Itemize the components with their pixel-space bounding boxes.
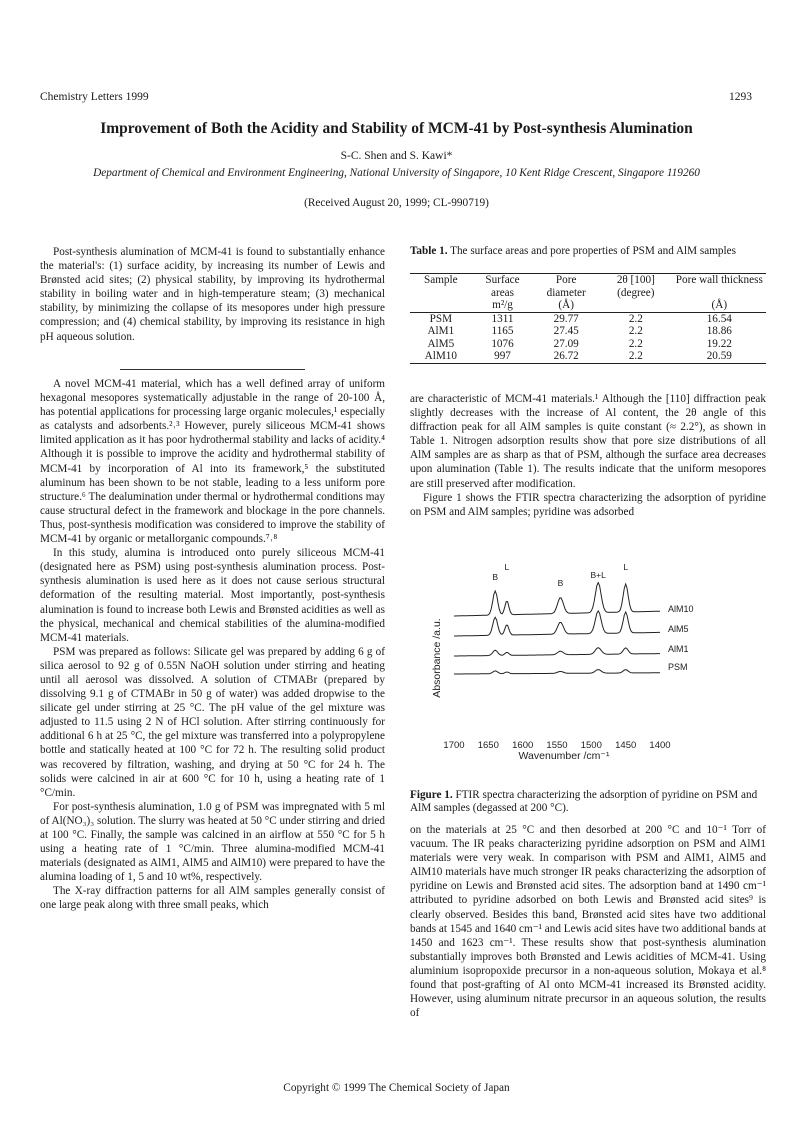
peak-label: B (492, 572, 499, 582)
copyright-footer: Copyright © 1999 The Chemical Society of Japan (283, 1082, 510, 1094)
peak-label: L (623, 562, 629, 572)
table1 (410, 273, 766, 364)
x-tick-label: 1600 (512, 740, 534, 751)
table-cell: 27.09 (553, 337, 579, 350)
table1-header: Pore wall thickness (673, 274, 766, 300)
table1-unit (410, 299, 472, 312)
table1-caption (410, 245, 766, 258)
table-cell: 26.72 (533, 350, 599, 363)
table-row (410, 312, 766, 325)
series-label: AlM1 (668, 644, 689, 654)
paragraph: are characteristic of MCM-41 materials.¹ Although the [110] diffraction peak slightly decreases with the increase of Al content, the 2θ angle of this diffraction peak for all AlM samples is quite constant (≈ 2.2°), as shown in Table 1. Nitrogen adsorption results show that pore size distributions of all AlM samples are as sharp as that of PSM, although the surface area decreases upon alumination (Table 1). The results indicate that the uniform mesopores are still preserved after modification. (410, 393, 766, 490)
paragraph: on the materials at 25 °C and then desorbed at 200 °C and 10⁻¹ Torr of vacuum. The IR peaks characterizing pyridine adsorption on PSM and AlM1 materials were very weak. In comparison with PSM and AlM1, AlM5 and AlM10 materials have much stronger IR peaks characterizing the adsorption of pyridine on Lewis and Brønsted acid sites. The adsorption band at 1490 cm⁻¹ attributed to pyridine adsorbed on both Lewis and Brønsted acid sites⁹ is clearly observed. Besides this band, Brønsted acid sites have two additional bands at 1545 and 1640 cm⁻¹ and Lewis acid sites have two additional bands at 1450 and 1623 cm⁻¹. These results show that post-synthesis alumination substantially improves both Brønsted and Lewis acidities of MCM-41. Using aluminium isopropoxide precursor in a non-aqueous solution, Mokaya et al.⁸ found that post-grafting of Al onto MCM-41 increased its Brønsted acidity. However, using aluminum nitrate precursor in an aqueous solution, the results of (410, 824, 766, 1020)
table1-header: Sample (410, 274, 472, 300)
table-cell: 2.2 (628, 312, 643, 325)
x-tick-label: 1550 (546, 740, 568, 751)
table1-header: Surface areas (472, 274, 534, 300)
x-tick-label: 1700 (443, 740, 465, 751)
y-axis-label: Absorbance /a.u. (431, 618, 443, 698)
table-cell: 997 (472, 350, 534, 363)
series-label: AlM5 (668, 624, 689, 634)
peak-label: B+L (590, 570, 606, 580)
table-cell: 2.2 (628, 325, 643, 337)
table-cell: 2.2 (628, 337, 643, 350)
paragraph: In this study, alumina is introduced onto purely siliceous MCM-41 (designated here as PSM) using post-synthesis alumination process. Post-synthesis alumination is used here as it does not cause serious structural deformation of the resulting material. Most importantly, post-synthesis alumination is found to increase both Lewis and Brønsted acidities as well as the physical, mechanical and chemical stabilities of the alumina-modified MCM-41 materials. (40, 547, 385, 644)
table-cell: 2.2 (599, 350, 673, 363)
table1-caption-text: The surface areas and pore properties of PSM and AlM samples (450, 245, 736, 257)
right-column-body-top (410, 392, 766, 519)
figure1-chart (410, 548, 766, 784)
table-cell: 18.86 (706, 325, 732, 337)
peak-label: L (504, 562, 510, 572)
paragraph: PSM was prepared as follows: Silicate gel was prepared by adding 6 g of silica aerosol to 92 g of 0.55N NaOH solution under stirring and heating until all aerosol was dissolved. A solution of CTMABr (prepared by dissolving 9.1 g of CTMABr in 50 g of water) was added dropwise to the silicate gel under stirring at 25 °C. The pH value of the gel mixture was adjusted to 11.5 using 2 N of HCl solution. After stirring continuously for additional 6 h at 25 °C, the gel mixture was transferred into a polypropylene bottle and statically heated at 100 °C for 72 h. The resulting solid product was recovered by filtration, washing, and drying at 50 °C for 24 h. The solids were calcined in air at 600 °C for 10 h, using a heating rate of 1 °C/min. (40, 645, 385, 799)
abstract (40, 245, 385, 344)
x-axis-label: Wavenumber /cm⁻¹ (518, 750, 610, 762)
right-column-body-bottom (410, 823, 766, 1020)
paragraph: For post-synthesis alumination, 1.0 g of PSM was impregnated with 5 ml of Al(NO₃)₃ solution. The slurry was heated at 50 °C under stirring and dried at 100 °C. Finally, the sample was calcined in an airflow at 550 °C for 5 h using a heating rate of 1 °C/min. Three alumina-modified MCM-41 materials (designated as AlM1, AlM5 and AlM10) were prepared to have the alumina loading of 1, 5 and 10 wt%, respectively. (40, 800, 385, 884)
table1-unit: (Å) (673, 299, 766, 312)
abstract-divider (120, 369, 305, 370)
abstract-text: Post-synthesis alumination of MCM-41 is found to substantially enhance the material's: (1) surface acidity, by increasing its number of Lewis and Brønsted acid sites; (2) physical stability, by improving its hydrothermal stability in boiling water and in high-temperature steam; (3) mechanical stability, by minimizing the collapse of its mesopores under high pressure compression; and (4) chemical stability, by improving its resistance in high pH aqueous solution. (40, 246, 385, 343)
figure1-caption-label: Figure 1. (410, 789, 453, 801)
x-tick-label: 1500 (580, 740, 602, 751)
figure1-caption (410, 789, 766, 814)
table-cell: AlM5 (427, 337, 455, 350)
figure1-caption-text: FTIR spectra characterizing the adsorption of pyridine on PSM and AlM samples (degassed at 200 °C). (410, 789, 758, 814)
table1-header: Pore diameter (533, 274, 599, 300)
paper-title: Improvement of Both the Acidity and Stability of MCM-41 by Post-synthesis Alumination (100, 120, 693, 137)
table-row (410, 338, 766, 351)
table-cell: 1076 (491, 337, 514, 350)
peak-label: B (557, 578, 564, 588)
table-cell: AlM10 (410, 350, 472, 363)
table-cell: 27.45 (553, 325, 579, 337)
table1-unit: m²/g (472, 299, 534, 312)
x-tick-label: 1650 (477, 740, 499, 751)
spectra-group (454, 583, 660, 674)
table-row (410, 325, 766, 338)
table-cell: PSM (429, 312, 453, 325)
peak-labels (492, 562, 628, 588)
x-tick-label: 1400 (649, 740, 671, 751)
paragraph: A novel MCM-41 material, which has a well defined array of uniform hexagonal mesopores systematically adjustable in the range of 20-100 Å, has potential applications for processing large organic molecules,¹ especially as catalysts and adsorbents.²˒³ However, purely siliceous MCM-41 shows limited application as it has poor hydrothermal stability and lacks of acidity.⁴ Although it is possible to improve the acidity and hydrothermal stability of MCM-41 by incorporation of Al into its framework,⁵ the substituted aluminum has been shown to be not stable, leading to a less uniform pore structure.⁶ The dealumination under thermal or hydrothermal conditions may cause structural defect in the framework and blockage in the pore channels. Thus, post-synthesis modification was considered to improve the stability of MCM-41 by organic or metallorganic compounds.⁷˒⁸ (40, 378, 385, 546)
spectrum-line-psm (454, 670, 660, 674)
series-label: AlM10 (668, 604, 694, 614)
table-cell: 1311 (491, 312, 514, 325)
table-cell: 16.54 (706, 312, 732, 325)
table-row (410, 350, 766, 363)
spectrum-line-alm1 (454, 648, 660, 656)
paragraph: Figure 1 shows the FTIR spectra characterizing the adsorption of pyridine on PSM and AlM samples; pyridine was adsorbed (410, 491, 766, 518)
series-label: PSM (668, 662, 688, 672)
table-cell: 29.77 (553, 312, 579, 325)
affiliation: Department of Chemical and Environment Engineering, National University of Singapore, 10 Kent Ridge Crescent, Singapore 119260 (93, 167, 700, 179)
table1-header: 2θ [100] (degree) (599, 274, 673, 300)
spectrum-line-alm5 (454, 611, 660, 636)
journal-name: Chemistry Letters 1999 (40, 91, 149, 103)
x-tick-label: 1450 (615, 740, 637, 751)
page-number: 1293 (729, 91, 752, 103)
received-date: (Received August 20, 1999; CL-990719) (304, 197, 489, 209)
table-cell: 20.59 (673, 350, 766, 363)
table-cell: 1165 (491, 325, 514, 337)
authors: S-C. Shen and S. Kawi* (340, 150, 453, 162)
left-column-body (40, 377, 385, 913)
table1-unit (599, 299, 673, 312)
series-labels (668, 604, 694, 672)
table1-caption-label: Table 1. (410, 245, 448, 257)
table-cell: AlM1 (427, 325, 455, 337)
paragraph: The X-ray diffraction patterns for all AlM samples generally consist of one large peak along with three small peaks, which (40, 885, 385, 912)
table-cell: 19.22 (706, 337, 732, 350)
table1-unit: (Å) (533, 299, 599, 312)
